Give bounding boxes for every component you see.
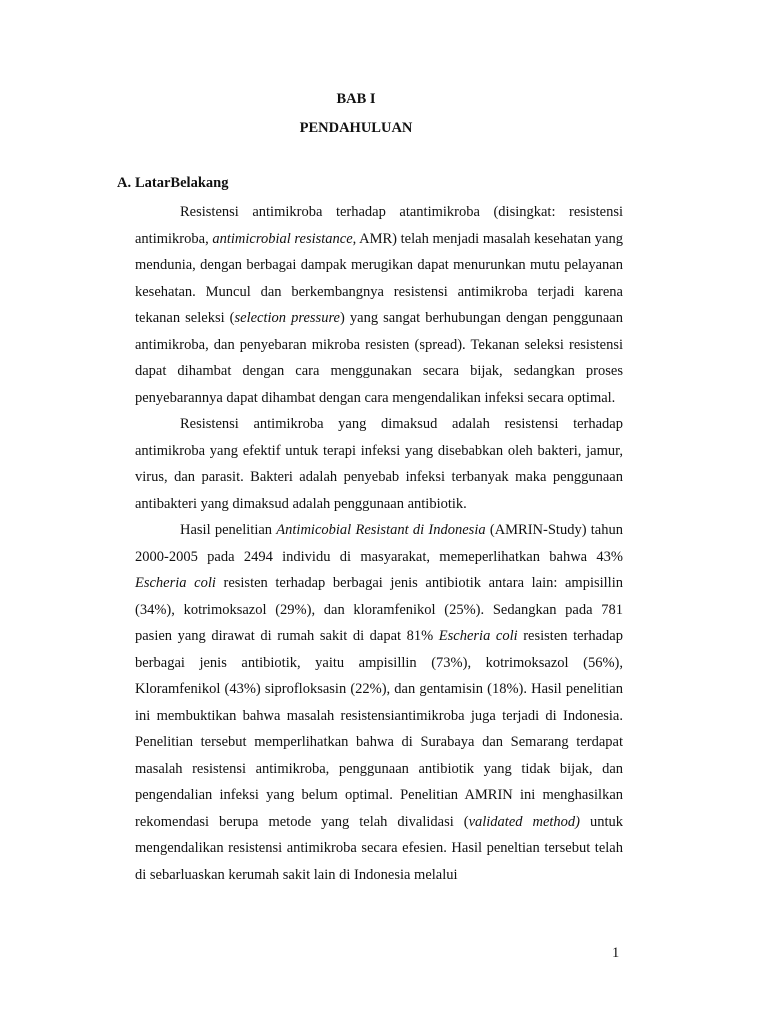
text-run: resisten terhadap berbagai jenis antibiotik, yaitu ampisillin (73%), kotrimoksazol (56%), Kloramfenikol (43%) siprofloksasin (22%), dan gentamisin (18%). Hasil penelitian ini membuktikan bahwa masalah resistensiantimikroba juga terjadi di Indonesia. Penelitian tersebut memperlihatkan bahwa di Surabaya dan Semarang terdapat masalah resistensi antimikroba, penggunaan antibiotik yang tidak bijak, dan pengendalian infeksi yang belum optimal. Penelitian AMRIN ini menghasilkan rekomendasi berupa metode yang telah divalidasi ( [135,628,623,830]
text-run: Resistensi antimikroba yang dimaksud adalah resistensi terhadap antimikroba yang efektif untuk terapi infeksi yang disebabkan oleh bakteri, jamur, virus, dan parasit. Bakteri adalah penyebab infeksi terbanyak maka penggunaan antibakteri yang dimaksud adalah penggunaan antibiotik. [135,416,623,512]
paragraph-3 [135,517,623,888]
chapter-title: PENDAHULUAN [299,120,413,136]
section-title: LatarBelakang [135,175,229,191]
text-run: Resistensi antimikroba terhadap atantimikroba (disingkat: resistensi antimikroba, [135,204,623,247]
italic-text: antimicrobial resistance [212,230,353,247]
paragraph-1 [135,199,623,411]
italic-text: validated method) [468,813,580,830]
text-run: Hasil penelitian [180,522,277,538]
chapter-number: BAB I [336,91,376,107]
text-run: untuk mengendalikan resistensi antimikroba secara efesien. Hasil peneltian tersebut telah di sebarluaskan kerumah sakit lain di Indonesia melalui [135,813,623,883]
italic-text: Escheria coli [438,628,518,644]
italic-text: selection pressure [234,310,340,326]
italic-text: Escheria coli [135,575,216,591]
text-run: , AMR) telah menjadi masalah kesehatan yang mendunia, dengan berbagai dampak merugikan dapat menurunkan mutu pelayanan kesehatan. Muncul dan berkembangnya resistensi antimikroba terjadi karena tekanan seleksi ( [135,230,623,326]
section-heading [117,175,228,192]
text-run: (AMRIN-Study) tahun 2000-2005 pada 2494 individu di masyarakat, memeperlihatkan bahwa 43% [135,522,623,565]
text-run: resisten terhadap berbagai jenis antibiotik antara lain: ampisillin (34%), kotrimoksazol (29%), dan kloramfenikol (25%). Sedangkan pada 781 pasien yang dirawat di rumah sakit di dapat 81% [135,575,623,644]
italic-text: Antimicobial Resistant di Indonesia [276,522,486,538]
text-run: ) yang sangat berhubungan dengan penggunaan antimikroba, dan penyebaran mikroba resisten (spread). Tekanan seleksi resistensi dapat dihambat dengan cara menggunakan secara bijak, sedangkan proses penyebarannya dapat dihambat dengan cara mengendalikan infeksi secara optimal. [135,310,623,406]
body-text [135,199,623,888]
section-number: A. [117,175,132,191]
page-number: 1 [612,945,620,961]
paragraph-2 [135,411,623,517]
